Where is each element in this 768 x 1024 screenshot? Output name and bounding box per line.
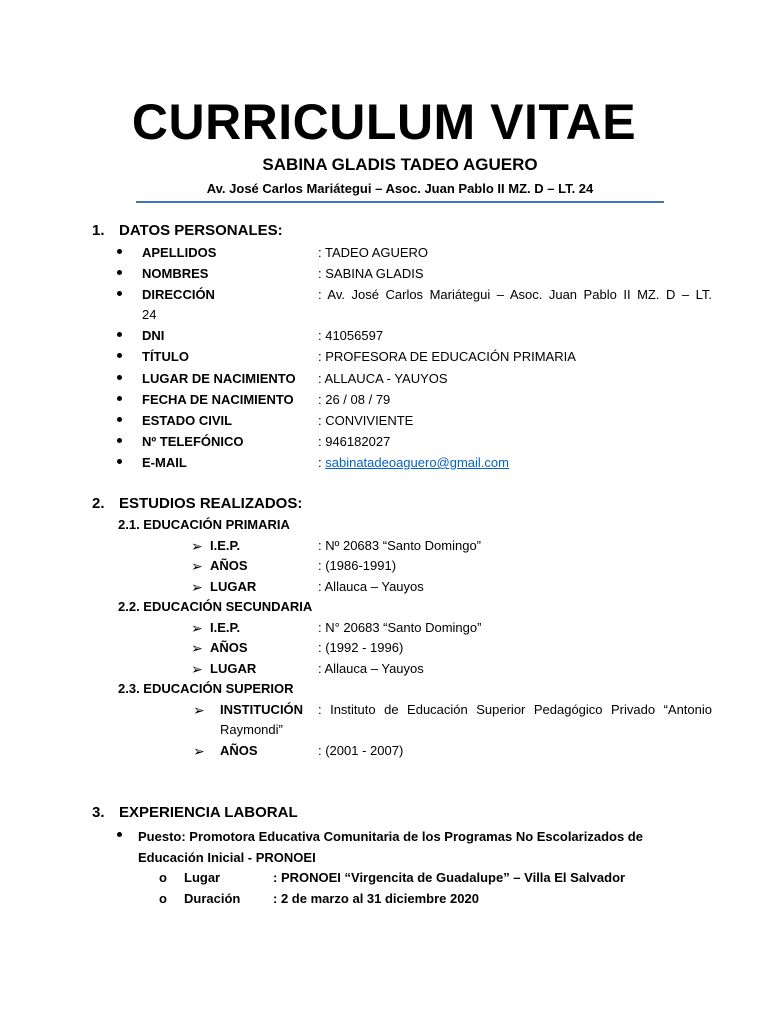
section-number: 2. — [92, 495, 105, 512]
field-value-continuation: 24 — [142, 307, 157, 322]
field-label: Nº TELEFÓNICO — [142, 434, 244, 449]
detail-label: Duración — [184, 891, 241, 906]
header-divider — [136, 201, 664, 203]
header-address: Av. José Carlos Mariátegui – Asoc. Juan Pablo II MZ. D – LT. 24 — [206, 181, 594, 196]
document-title: CURRICULUM VITAE — [131, 94, 637, 150]
field-label: E-MAIL — [142, 455, 187, 470]
arrow-bullet-icon: ➢ — [191, 640, 203, 656]
detail-value: : 2 de marzo al 31 diciembre 2020 — [273, 891, 479, 906]
study-label: LUGAR — [210, 661, 257, 676]
section-title: ESTUDIOS REALIZADOS: — [119, 495, 303, 512]
person-name: SABINA GLADIS TADEO AGUERO — [262, 155, 538, 174]
study-label: I.E.P. — [210, 538, 241, 553]
field-value: : Av. José Carlos Mariátegui – Asoc. Juan Pablo II MZ. D – LT. — [318, 287, 712, 302]
study-value: : (1986-1991) — [318, 558, 397, 573]
field-label: DIRECCIÓN — [142, 287, 215, 302]
study-value: : Allauca – Yauyos — [318, 579, 424, 594]
subsection-superior: 2.3. EDUCACIÓN SUPERIOR — [118, 681, 294, 696]
field-value: : TADEO AGUERO — [318, 245, 429, 260]
detail-label: Lugar — [184, 870, 221, 885]
section-title: DATOS PERSONALES: — [119, 222, 283, 239]
subsection-secundaria: 2.2. EDUCACIÓN SECUNDARIA — [118, 599, 313, 614]
arrow-bullet-icon: ➢ — [191, 661, 203, 677]
study-value: : (1992 - 1996) — [318, 640, 404, 655]
study-value: : (2001 - 2007) — [318, 743, 404, 758]
study-value-continuation: Raymondi” — [220, 722, 283, 737]
bullet-icon — [115, 265, 125, 275]
study-label: AÑOS — [210, 640, 248, 655]
field-label: TÍTULO — [142, 349, 189, 364]
field-value: : PROFESORA DE EDUCACIÓN PRIMARIA — [318, 349, 576, 364]
study-label: I.E.P. — [210, 620, 241, 635]
field-value: : SABINA GLADIS — [318, 266, 424, 281]
section-number: 1. — [92, 222, 105, 239]
bullet-icon — [115, 370, 125, 380]
arrow-bullet-icon: ➢ — [191, 538, 203, 554]
study-label: INSTITUCIÓN — [220, 702, 304, 717]
position-line-2: Educación Inicial - PRONOEI — [138, 850, 316, 865]
bullet-icon — [115, 433, 125, 443]
field-label: APELLIDOS — [142, 245, 217, 260]
field-label: DNI — [142, 328, 165, 343]
arrow-bullet-icon: ➢ — [191, 620, 203, 636]
section-title: EXPERIENCIA LABORAL — [119, 804, 298, 821]
email-prefix: : — [318, 455, 326, 470]
field-value: : CONVIVIENTE — [318, 413, 414, 428]
arrow-bullet-icon: ➢ — [193, 702, 205, 718]
circle-bullet-icon: o — [159, 870, 167, 885]
field-value: : ALLAUCA - YAUYOS — [318, 371, 448, 386]
bullet-icon — [115, 244, 125, 254]
bullet-icon — [115, 391, 125, 401]
bullet-icon — [115, 454, 125, 464]
field-value: : 41056597 — [318, 328, 384, 343]
arrow-bullet-icon: ➢ — [193, 743, 205, 759]
position-line-1: Puesto: Promotora Educativa Comunitaria de los Programas No Escolarizados de — [138, 829, 643, 844]
study-label: LUGAR — [210, 579, 257, 594]
field-label: FECHA DE NACIMIENTO — [142, 392, 294, 407]
section-number: 3. — [92, 804, 105, 821]
arrow-bullet-icon: ➢ — [191, 579, 203, 595]
field-label: NOMBRES — [142, 266, 209, 281]
detail-value: : PRONOEI “Virgencita de Guadalupe” – Villa El Salvador — [273, 870, 626, 885]
section-heading-experience — [92, 803, 298, 823]
section-heading-studies — [92, 494, 302, 514]
field-label: ESTADO CIVIL — [142, 413, 233, 428]
study-value: : Nº 20683 “Santo Domingo” — [318, 538, 482, 553]
field-label: LUGAR DE NACIMIENTO — [142, 371, 296, 386]
field-value: : 946182027 — [318, 434, 391, 449]
arrow-bullet-icon: ➢ — [191, 558, 203, 574]
bullet-icon — [115, 327, 125, 337]
study-label: AÑOS — [210, 558, 248, 573]
email-link[interactable]: sabinatadeoaguero@gmail.com — [325, 455, 509, 470]
section-heading-personal — [92, 221, 283, 241]
circle-bullet-icon: o — [159, 891, 167, 906]
field-value: : 26 / 08 / 79 — [318, 392, 391, 407]
subsection-primaria: 2.1. EDUCACIÓN PRIMARIA — [118, 517, 290, 532]
bullet-icon — [115, 412, 125, 422]
study-value: : Allauca – Yauyos — [318, 661, 424, 676]
study-value: : N° 20683 “Santo Domingo” — [318, 620, 482, 635]
study-label: AÑOS — [220, 743, 258, 758]
experience-position — [138, 826, 712, 868]
study-value: : Instituto de Educación Superior Pedagógico Privado “Antonio — [318, 702, 712, 717]
bullet-icon — [115, 827, 125, 837]
email-value — [318, 454, 509, 472]
bullet-icon — [115, 286, 125, 296]
bullet-icon — [115, 348, 125, 358]
